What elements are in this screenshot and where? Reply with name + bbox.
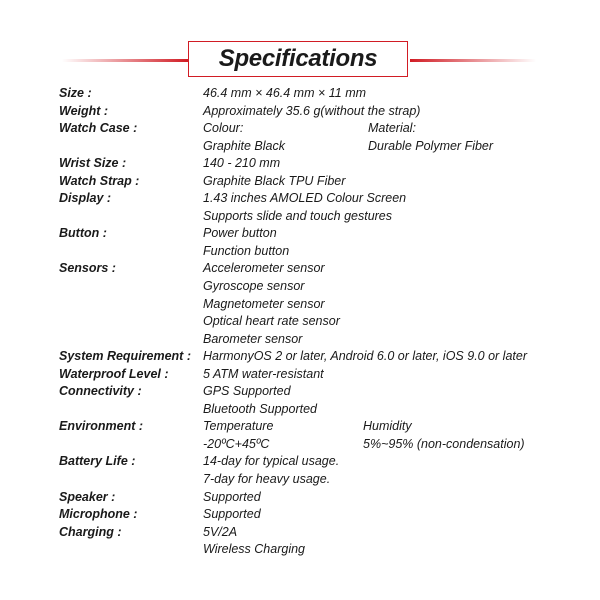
spec-label: Weight : bbox=[59, 103, 109, 118]
spec-label: Waterproof Level : bbox=[59, 366, 169, 381]
spec-row-display bbox=[0, 190, 600, 208]
spec-value: HarmonyOS 2 or later, Android 6.0 or later, iOS 9.0 or later bbox=[203, 349, 527, 364]
spec-value: Supported bbox=[203, 507, 261, 522]
spec-value: Supported bbox=[203, 489, 261, 504]
spec-value: Approximately 35.6 g(without the strap) bbox=[203, 103, 421, 118]
spec-value: Gyroscope sensor bbox=[203, 279, 305, 294]
spec-label: Button : bbox=[59, 226, 107, 241]
spec-row-watch-case-values bbox=[0, 138, 600, 156]
spec-value: 1.43 inches AMOLED Colour Screen bbox=[203, 191, 407, 206]
spec-value: Barometer sensor bbox=[203, 331, 303, 346]
spec-row-watch-case bbox=[0, 120, 600, 138]
spec-row-connectivity bbox=[0, 383, 600, 401]
spec-row-sensors-4 bbox=[0, 313, 600, 331]
spec-row-battery bbox=[0, 453, 600, 471]
spec-label: Watch Strap : bbox=[59, 173, 140, 188]
spec-row-environment bbox=[0, 418, 600, 436]
spec-value: 7-day for heavy usage. bbox=[203, 472, 331, 487]
spec-value: Bluetooth Supported bbox=[203, 401, 317, 416]
spec-value: -20ºC+45ºC bbox=[203, 436, 270, 451]
spec-row-environment-values bbox=[0, 436, 600, 454]
header-line-left bbox=[62, 59, 188, 62]
spec-row-sensors-3 bbox=[0, 296, 600, 314]
spec-list bbox=[0, 85, 600, 559]
spec-value: 5 ATM water-resistant bbox=[203, 366, 324, 381]
spec-value: Function button bbox=[203, 243, 290, 258]
spec-row-button bbox=[0, 225, 600, 243]
header-line-right bbox=[410, 59, 536, 62]
spec-row-sensors bbox=[0, 260, 600, 278]
spec-row-button-2 bbox=[0, 243, 600, 261]
spec-row-wrist-size bbox=[0, 155, 600, 173]
header bbox=[0, 40, 600, 80]
spec-value: Magnetometer sensor bbox=[203, 296, 325, 311]
spec-value: Power button bbox=[203, 226, 277, 241]
spec-label: Size : bbox=[59, 86, 92, 100]
spec-row-microphone bbox=[0, 506, 600, 524]
spec-row-watch-strap bbox=[0, 173, 600, 191]
spec-value: 5%~95% (non-condensation) bbox=[363, 436, 525, 451]
spec-sublabel: Colour: bbox=[203, 121, 244, 136]
spec-label: Wrist Size : bbox=[59, 156, 127, 171]
spec-label: Display : bbox=[59, 191, 112, 206]
page-title: Specifications bbox=[188, 41, 408, 77]
spec-row-weight bbox=[0, 103, 600, 121]
spec-value: Wireless Charging bbox=[203, 542, 306, 557]
spec-value: Durable Polymer Fiber bbox=[368, 138, 494, 153]
spec-value: Graphite Black TPU Fiber bbox=[203, 173, 346, 188]
spec-sublabel: Temperature bbox=[203, 419, 274, 434]
spec-label: Connectivity : bbox=[59, 384, 142, 399]
spec-row-display-2 bbox=[0, 208, 600, 226]
spec-label: Environment : bbox=[59, 419, 144, 434]
spec-label: Battery Life : bbox=[59, 454, 136, 469]
spec-row-connectivity-2 bbox=[0, 401, 600, 419]
spec-row-battery-2 bbox=[0, 471, 600, 489]
spec-value: Graphite Black bbox=[203, 138, 285, 153]
spec-label: Watch Case : bbox=[59, 121, 138, 136]
spec-label: Speaker : bbox=[59, 489, 116, 504]
spec-value: Accelerometer sensor bbox=[203, 261, 325, 276]
spec-label: Microphone : bbox=[59, 507, 138, 522]
spec-row-sensors-5 bbox=[0, 331, 600, 349]
spec-value: Supports slide and touch gestures bbox=[203, 208, 393, 223]
spec-row-waterproof bbox=[0, 366, 600, 384]
spec-value: 46.4 mm × 46.4 mm × 11 mm bbox=[203, 86, 367, 100]
spec-label: Sensors : bbox=[59, 261, 116, 276]
spec-value: 14-day for typical usage. bbox=[203, 454, 340, 469]
spec-label: System Requirement : bbox=[59, 349, 191, 364]
spec-row-charging bbox=[0, 524, 600, 542]
spec-sublabel: Humidity bbox=[363, 419, 412, 434]
spec-value: GPS Supported bbox=[203, 384, 291, 399]
spec-row-charging-2 bbox=[0, 541, 600, 559]
spec-row-speaker bbox=[0, 489, 600, 507]
spec-row-sensors-2 bbox=[0, 278, 600, 296]
spec-row-system bbox=[0, 348, 600, 366]
spec-value: Optical heart rate sensor bbox=[203, 314, 340, 329]
spec-row-size bbox=[0, 85, 600, 103]
spec-label: Charging : bbox=[59, 524, 122, 539]
spec-value: 140 - 210 mm bbox=[203, 156, 281, 171]
spec-sublabel: Material: bbox=[368, 121, 416, 136]
spec-value: 5V/2A bbox=[203, 524, 238, 539]
